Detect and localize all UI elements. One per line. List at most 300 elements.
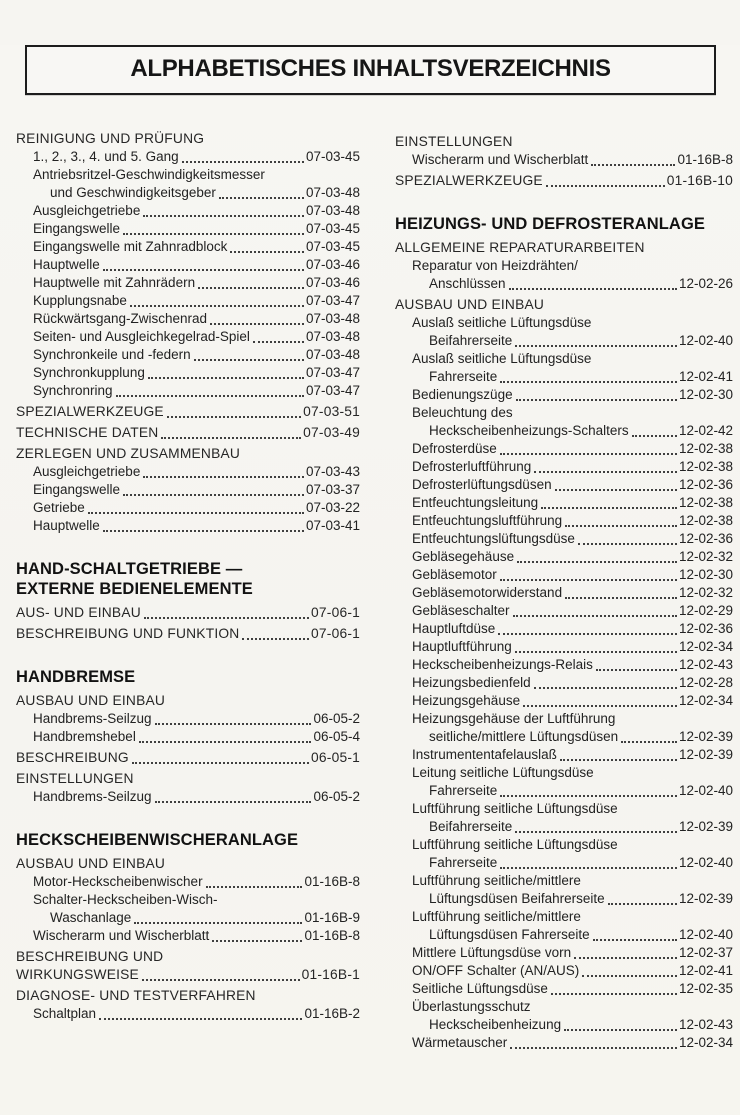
toc-row — [395, 584, 733, 602]
toc-entry-label: Defrosterluftführung — [412, 459, 532, 474]
toc-row — [395, 512, 733, 530]
toc-entry-label: Entfeuchtungsluftführung — [412, 513, 563, 528]
toc-page-ref: 12-02-42 — [678, 423, 733, 438]
toc-row — [16, 445, 360, 463]
toc-row — [16, 909, 360, 927]
dot-leader — [198, 287, 304, 289]
toc-page-ref: 07-03-46 — [305, 275, 360, 290]
page-title-box — [25, 45, 716, 95]
toc-entry-label: Hauptwelle mit Zahnrädern — [33, 275, 196, 290]
toc-row — [16, 292, 360, 310]
toc-entry-label: seitliche/mittlere Lüftungsdüsen — [429, 729, 619, 744]
toc-row — [395, 350, 733, 368]
toc-page-ref: 12-02-40 — [678, 927, 733, 942]
toc-entry-label: ZERLEGEN UND ZUSAMMENBAU — [16, 446, 241, 461]
toc-entry-label: Luftführung seitliche Lüftungsdüse — [412, 801, 618, 816]
toc-entry-label: Auslaß seitliche Lüftungsdüse — [412, 351, 592, 366]
toc-page-ref: 12-02-40 — [678, 783, 733, 798]
toc-page-ref: 12-02-38 — [678, 513, 733, 528]
dot-leader — [513, 615, 677, 617]
dot-leader — [103, 530, 304, 532]
toc-row — [395, 836, 733, 854]
toc-row — [395, 890, 733, 908]
toc-row — [16, 873, 360, 891]
toc-row — [16, 770, 360, 788]
toc-page-ref: 07-06-1 — [311, 605, 360, 620]
toc-page-ref: 06-05-4 — [313, 729, 360, 744]
toc-entry-label: SPEZIALWERKZEUGE — [395, 173, 543, 188]
toc-page-ref: 01-16B-2 — [304, 1006, 360, 1021]
toc-row — [16, 788, 360, 806]
dot-leader — [155, 801, 312, 803]
dot-leader — [515, 651, 677, 653]
dot-leader — [515, 831, 677, 833]
toc-page-ref: 12-02-32 — [678, 549, 733, 564]
toc-row — [395, 214, 733, 234]
toc-row — [395, 818, 733, 836]
toc-row — [395, 458, 733, 476]
toc-entry-label: Wärmetauscher — [412, 1035, 508, 1050]
dot-leader — [500, 579, 677, 581]
toc-row — [16, 987, 360, 1005]
toc-page-ref: 01-16B-1 — [301, 967, 360, 982]
toc-page-ref: 12-02-30 — [678, 387, 733, 402]
dot-leader — [555, 489, 677, 491]
toc-entry-label: Bedienungszüge — [412, 387, 513, 402]
toc-entry-label: Wischerarm und Wischerblatt — [33, 928, 210, 943]
toc-page-ref: 12-02-36 — [678, 621, 733, 636]
toc-entry-label: Wischerarm und Wischerblatt — [412, 152, 589, 167]
toc-row — [395, 368, 733, 386]
dot-leader — [574, 957, 677, 959]
dot-leader — [155, 723, 312, 725]
toc-entry-label: Luftführung seitliche Lüftungsdüse — [412, 837, 618, 852]
toc-row — [16, 130, 360, 148]
toc-row — [395, 404, 733, 422]
toc-page-ref: 07-03-45 — [305, 149, 360, 164]
toc-page-ref: 12-02-40 — [678, 855, 733, 870]
page-title: ALPHABETISCHES INHALTSVERZEICHNIS — [130, 55, 611, 82]
toc-row — [16, 625, 360, 643]
toc-entry-label: Defrosterdüse — [412, 441, 497, 456]
dot-leader — [565, 525, 677, 527]
toc-page-ref: 12-02-38 — [678, 441, 733, 456]
toc-page-ref: 12-02-43 — [678, 1017, 733, 1032]
toc-row — [16, 728, 360, 746]
toc-entry-label: Heizungsgehäuse — [412, 693, 521, 708]
toc-row — [395, 332, 733, 350]
scanned-manual-page — [0, 45, 740, 1115]
dot-leader — [608, 903, 677, 905]
dot-leader — [500, 381, 677, 383]
dot-leader — [593, 939, 677, 941]
toc-entry-label: Ausgleichgetriebe — [33, 464, 141, 479]
toc-row — [16, 481, 360, 499]
toc-row — [395, 422, 733, 440]
toc-row — [395, 620, 733, 638]
toc-entry-label: Waschanlage — [50, 910, 132, 925]
toc-row — [395, 782, 733, 800]
toc-entry-label: Heckscheibenheizungs-Schalters — [429, 423, 629, 438]
toc-row — [395, 656, 733, 674]
toc-row — [395, 314, 733, 332]
toc-entry-label: Schaltplan — [33, 1006, 97, 1021]
toc-page-ref: 07-03-45 — [305, 239, 360, 254]
toc-entry-label: Hauptluftführung — [412, 639, 512, 654]
toc-entry-label: ALLGEMEINE REPARATURARBEITEN — [395, 240, 645, 255]
toc-entry-label: Hauptwelle — [33, 257, 100, 272]
dot-leader — [161, 437, 301, 439]
toc-entry-label: Entfeuchtungsleitung — [412, 495, 539, 510]
toc-row — [395, 494, 733, 512]
toc-row — [16, 948, 360, 966]
toc-entry-label: TECHNISCHE DATEN — [16, 425, 159, 440]
toc-page-ref: 12-02-37 — [678, 945, 733, 960]
toc-entry-label: Luftführung seitliche/mittlere — [412, 909, 581, 924]
toc-column-right — [395, 127, 733, 1052]
toc-row — [395, 692, 733, 710]
toc-page-ref: 12-02-36 — [678, 531, 733, 546]
toc-column-left — [16, 127, 360, 1052]
toc-page-ref: 12-02-39 — [678, 819, 733, 834]
toc-entry-label: Eingangswelle — [33, 221, 121, 236]
toc-entry-label: Handbremshebel — [33, 729, 136, 744]
toc-page-ref: 07-03-47 — [305, 383, 360, 398]
toc-page-ref: 07-03-48 — [305, 185, 360, 200]
toc-entry-label: und Geschwindigkeitsgeber — [50, 185, 216, 200]
toc-entry-label: Defrosterlüftungsdüsen — [412, 477, 552, 492]
dot-leader — [142, 979, 300, 981]
dot-leader — [212, 940, 302, 942]
dot-leader — [509, 288, 677, 290]
dot-leader — [194, 359, 304, 361]
toc-row — [16, 667, 360, 687]
toc-page-ref: 07-03-48 — [305, 203, 360, 218]
toc-entry-label: EXTERNE BEDIENELEMENTE — [16, 580, 253, 598]
toc-entry-label: Instrumententafelauslaß — [412, 747, 557, 762]
toc-row — [16, 559, 360, 579]
toc-page-ref: 07-06-1 — [311, 626, 360, 641]
toc-entry-label: EINSTELLUNGEN — [395, 134, 513, 149]
toc-entry-label: WIRKUNGSWEISE — [16, 967, 139, 982]
toc-page-ref: 12-02-39 — [678, 891, 733, 906]
toc-page-ref: 07-03-49 — [303, 425, 360, 440]
toc-entry-label: Handbrems-Seilzug — [33, 711, 152, 726]
dot-leader — [230, 251, 304, 253]
toc-row — [395, 602, 733, 620]
toc-entry-label: AUSBAU UND EINBAU — [16, 693, 166, 708]
toc-page-ref: 06-05-2 — [313, 711, 360, 726]
toc-page-ref: 12-02-30 — [678, 567, 733, 582]
toc-page-ref: 07-03-45 — [305, 221, 360, 236]
toc-page-ref: 12-02-41 — [678, 963, 733, 978]
dot-leader — [498, 633, 677, 635]
dot-leader — [123, 494, 304, 496]
toc-row — [16, 382, 360, 400]
dot-leader — [139, 741, 312, 743]
toc-entry-label: Beifahrerseite — [429, 333, 513, 348]
dot-leader — [167, 416, 301, 418]
dot-leader — [116, 395, 304, 397]
toc-page-ref: 07-03-51 — [303, 404, 360, 419]
toc-row — [395, 998, 733, 1016]
toc-entry-label: Gebläseschalter — [412, 603, 510, 618]
toc-entry-label: Synchronring — [33, 383, 113, 398]
toc-page-ref: 12-02-28 — [678, 675, 733, 690]
toc-row — [395, 980, 733, 998]
dot-leader — [534, 471, 677, 473]
toc-row — [16, 517, 360, 535]
toc-entry-label: Überlastungsschutz — [412, 999, 531, 1014]
toc-entry-label: Gebläsemotor — [412, 567, 497, 582]
toc-row — [395, 674, 733, 692]
toc-entry-label: Schalter-Heckscheiben-Wisch- — [33, 892, 218, 907]
toc-row — [16, 328, 360, 346]
toc-entry-label: Hauptwelle — [33, 518, 100, 533]
toc-row — [16, 830, 360, 850]
toc-page-ref: 07-03-46 — [305, 257, 360, 272]
dot-leader — [546, 185, 665, 187]
toc-page-ref: 07-03-41 — [305, 518, 360, 533]
toc-row — [16, 463, 360, 481]
toc-page-ref: 12-02-38 — [678, 459, 733, 474]
toc-entry-label: HAND-SCHALTGETRIEBE — — [16, 560, 243, 578]
toc-entry-label: Anschlüssen — [429, 276, 506, 291]
dot-leader — [500, 453, 677, 455]
toc-entry-label: Hauptluftdüse — [412, 621, 496, 636]
toc-row — [395, 710, 733, 728]
dot-leader — [206, 886, 303, 888]
dot-leader — [516, 399, 677, 401]
toc-entry-label: ON/OFF Schalter (AN/AUS) — [412, 963, 580, 978]
toc-row — [395, 239, 733, 257]
toc-entry-label: DIAGNOSE- UND TESTVERFAHREN — [16, 988, 256, 1003]
toc-entry-label: Seitliche Lüftungsdüse — [412, 981, 548, 996]
toc-row — [395, 548, 733, 566]
toc-page-ref: 07-03-37 — [305, 482, 360, 497]
dot-leader — [144, 617, 309, 619]
dot-leader — [560, 759, 677, 761]
toc-entry-label: Heckscheibenheizung — [429, 1017, 562, 1032]
toc-entry-label: Fahrerseite — [429, 783, 498, 798]
toc-entry-label: Kupplungsnabe — [33, 293, 127, 308]
toc-row — [395, 728, 733, 746]
dot-leader — [523, 705, 677, 707]
toc-entry-label: HANDBREMSE — [16, 668, 136, 686]
toc-row — [395, 296, 733, 314]
toc-page-ref: 12-02-39 — [678, 729, 733, 744]
toc-row — [16, 966, 360, 984]
toc-row — [16, 346, 360, 364]
dot-leader — [564, 1029, 677, 1031]
dot-leader — [500, 795, 677, 797]
toc-entry-label: Luftführung seitliche/mittlere — [412, 873, 581, 888]
toc-entry-label: SPEZIALWERKZEUGE — [16, 404, 164, 419]
toc-entry-label: Entfeuchtungslüftungsdüse — [412, 531, 575, 546]
toc-page-ref: 12-02-36 — [678, 477, 733, 492]
toc-row — [395, 386, 733, 404]
toc-row — [16, 184, 360, 202]
toc-entry-label: Leitung seitliche Lüftungsdüse — [412, 765, 594, 780]
toc-entry-label: Synchronkeile und -federn — [33, 347, 191, 362]
toc-page-ref: 12-02-34 — [678, 693, 733, 708]
toc-page-ref: 01-16B-8 — [304, 874, 360, 889]
toc-row — [16, 310, 360, 328]
toc-row — [16, 148, 360, 166]
toc-page-ref: 12-02-29 — [678, 603, 733, 618]
toc-row — [395, 962, 733, 980]
dot-leader — [99, 1018, 302, 1020]
toc-page-ref: 07-03-22 — [305, 500, 360, 515]
toc-row — [395, 151, 733, 169]
dot-leader — [134, 922, 302, 924]
toc-row — [16, 403, 360, 421]
dot-leader — [621, 741, 677, 743]
toc-row — [16, 604, 360, 622]
toc-page-ref: 07-03-43 — [305, 464, 360, 479]
toc-page-ref: 12-02-34 — [678, 639, 733, 654]
dot-leader — [210, 323, 304, 325]
toc-row — [16, 256, 360, 274]
toc-entry-label: Beleuchtung des — [412, 405, 513, 420]
toc-row — [16, 749, 360, 767]
toc-row — [16, 1005, 360, 1023]
toc-entry-label: EINSTELLUNGEN — [16, 771, 134, 786]
toc-entry-label: Lüftungsdüsen Fahrerseite — [429, 927, 590, 942]
toc-entry-label: Heizungsgehäuse der Luftführung — [412, 711, 616, 726]
toc-entry-label: AUSBAU UND EINBAU — [395, 297, 545, 312]
toc-row — [16, 579, 360, 599]
toc-entry-label: BESCHREIBUNG UND FUNKTION — [16, 626, 240, 641]
toc-row — [16, 238, 360, 256]
toc-entry-label: Heizungsbedienfeld — [412, 675, 531, 690]
toc-row — [395, 476, 733, 494]
toc-entry-label: HECKSCHEIBENWISCHERANLAGE — [16, 831, 299, 849]
dot-leader — [534, 687, 677, 689]
toc-row — [395, 800, 733, 818]
toc-row — [395, 530, 733, 548]
toc-row — [16, 499, 360, 517]
toc-row — [16, 891, 360, 909]
dot-leader — [132, 762, 309, 764]
toc-entry-label: Antriebsritzel-Geschwindigkeitsmesser — [33, 167, 265, 182]
toc-entry-label: Rückwärtsgang-Zwischenrad — [33, 311, 208, 326]
toc-page-ref: 12-02-26 — [678, 276, 733, 291]
toc-entry-label: Eingangswelle mit Zahnradblock — [33, 239, 228, 254]
dot-leader — [123, 233, 304, 235]
toc-page-ref: 07-03-48 — [305, 347, 360, 362]
toc-row — [395, 1016, 733, 1034]
dot-leader — [578, 543, 677, 545]
dot-leader — [500, 867, 677, 869]
toc-entry-label: Fahrerseite — [429, 369, 498, 384]
toc-entry-label: HEIZUNGS- UND DEFROSTERANLAGE — [395, 215, 705, 233]
dot-leader — [103, 269, 304, 271]
dot-leader — [182, 161, 304, 163]
dot-leader — [88, 512, 304, 514]
toc-columns — [0, 127, 740, 1052]
toc-page-ref: 01-16B-8 — [304, 928, 360, 943]
toc-row — [16, 855, 360, 873]
toc-page-ref: 12-02-35 — [678, 981, 733, 996]
toc-entry-label: Motor-Heckscheibenwischer — [33, 874, 203, 889]
toc-page-ref: 12-02-41 — [678, 369, 733, 384]
toc-page-ref: 12-02-43 — [678, 657, 733, 672]
dot-leader — [596, 669, 677, 671]
toc-page-ref: 01-16B-10 — [666, 173, 733, 188]
toc-entry-label: Reparatur von Heizdrähten/ — [412, 258, 578, 273]
toc-row — [395, 275, 733, 293]
dot-leader — [219, 197, 304, 199]
toc-row — [395, 172, 733, 190]
toc-page-ref: 12-02-40 — [678, 333, 733, 348]
toc-page-ref: 06-05-1 — [311, 750, 360, 765]
toc-row — [16, 166, 360, 184]
dot-leader — [515, 345, 677, 347]
toc-entry-label: AUS- UND EINBAU — [16, 605, 141, 620]
toc-page-ref: 07-03-48 — [305, 329, 360, 344]
toc-page-ref: 12-02-38 — [678, 495, 733, 510]
toc-row — [16, 927, 360, 945]
toc-row — [395, 257, 733, 275]
toc-page-ref: 07-03-47 — [305, 293, 360, 308]
toc-row — [395, 872, 733, 890]
toc-row — [395, 133, 733, 151]
toc-row — [395, 854, 733, 872]
toc-entry-label: Heckscheibenheizungs-Relais — [412, 657, 593, 672]
toc-page-ref: 12-02-32 — [678, 585, 733, 600]
dot-leader — [551, 993, 677, 995]
toc-entry-label: Synchronkupplung — [33, 365, 145, 380]
dot-leader — [143, 476, 304, 478]
dot-leader — [541, 507, 677, 509]
toc-page-ref: 12-02-39 — [678, 747, 733, 762]
toc-entry-label: BESCHREIBUNG UND — [16, 949, 164, 964]
toc-page-ref: 06-05-2 — [313, 789, 360, 804]
toc-entry-label: Mittlere Lüftungsdüse vorn — [412, 945, 572, 960]
toc-entry-label: Lüftungsdüsen Beifahrerseite — [429, 891, 605, 906]
toc-entry-label: Gebläsegehäuse — [412, 549, 515, 564]
dot-leader — [130, 305, 304, 307]
dot-leader — [582, 975, 677, 977]
toc-page-ref: 12-02-34 — [678, 1035, 733, 1050]
dot-leader — [148, 377, 304, 379]
toc-row — [16, 692, 360, 710]
toc-row — [16, 364, 360, 382]
toc-page-ref: 01-16B-8 — [677, 152, 733, 167]
toc-row — [395, 440, 733, 458]
toc-entry-label: Fahrerseite — [429, 855, 498, 870]
toc-row — [395, 908, 733, 926]
dot-leader — [510, 1047, 677, 1049]
toc-entry-label: Seiten- und Ausgleichkegelrad-Spiel — [33, 329, 250, 344]
dot-leader — [632, 435, 677, 437]
toc-entry-label: REINIGUNG UND PRÜFUNG — [16, 131, 205, 146]
toc-entry-label: Handbrems-Seilzug — [33, 789, 152, 804]
toc-row — [395, 638, 733, 656]
toc-entry-label: AUSBAU UND EINBAU — [16, 856, 166, 871]
toc-entry-label: Beifahrerseite — [429, 819, 513, 834]
toc-entry-label: Auslaß seitliche Lüftungsdüse — [412, 315, 592, 330]
toc-row — [16, 274, 360, 292]
toc-row — [395, 926, 733, 944]
toc-entry-label: 1., 2., 3., 4. und 5. Gang — [33, 149, 179, 164]
toc-page-ref: 07-03-47 — [305, 365, 360, 380]
dot-leader — [242, 638, 309, 640]
toc-entry-label: Ausgleichgetriebe — [33, 203, 141, 218]
toc-entry-label: Getriebe — [33, 500, 85, 515]
toc-row — [395, 1034, 733, 1052]
